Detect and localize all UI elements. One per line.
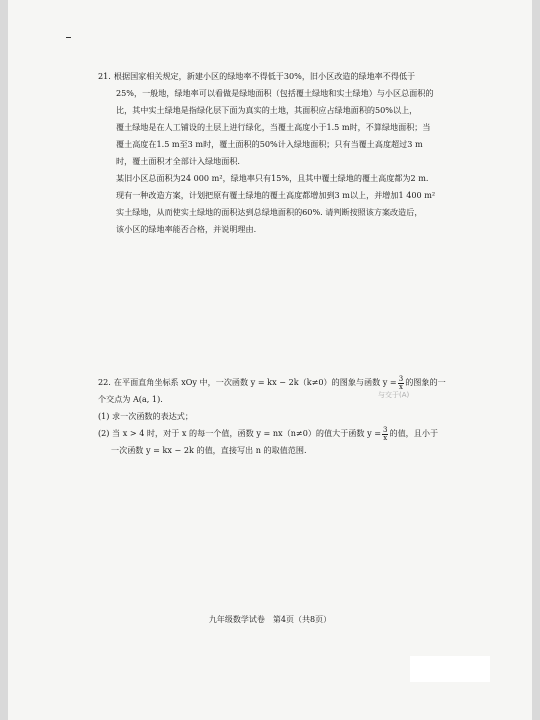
handwritten-note: 与交于(A) [378,391,410,399]
q21-line-4: 覆土绿地是在人工铺设的土层上进行绿化，当覆土高度小于1.5 m时，不算绿地面积；当 [116,122,431,132]
question-22 [98,374,458,459]
q22-part-2: (2) 当 x > 4 时，对于 x 的每一个值，函数 y = nx（n≠0）的值大于函数 y = $\frac{3}{x}$ 的值，且小于 [98,425,439,442]
q21-line-6: 时，覆土面积才全部计入绿地面积. [116,156,240,166]
scan-mark [66,37,71,38]
question-21 [98,68,458,238]
fraction-3-over-x: $\frac{3}{x}$ [398,374,404,391]
q22-line-2: 个交点为 A(a, 1). [98,394,163,404]
q21-line-10: 该小区的绿地率能否合格，并说明理由. [116,224,257,234]
q21-line-9: 实土绿地，从而使实土绿地的面积达到总绿地面积的60%. 请判断按照该方案改造后， [116,207,423,217]
q21-line-7: 某旧小区总面积为24 000 m²，绿地率只有15%，且其中覆土绿地的覆土高度都为2 m. [116,173,429,183]
q22-part-2-cont: 一次函数 y = kx − 2k 的值，直接写出 n 的取值范围. [111,445,307,455]
q21-line-2: 25%，一般地，绿地率可以看做是绿地面积（包括覆土绿地和实土绿地）与小区总面积的 [116,88,434,98]
q21-line-3: 比，其中实土绿地是指绿化层下面为真实的土地，其面积应占绿地面积的50%以上， [116,105,418,115]
q21-line-5: 覆土高度在1.5 m至3 m时，覆土面积的50%计入绿地面积；只有当覆土高度超过3 m [116,139,423,149]
q22-number: 22. [98,377,111,387]
q21-line-1: 21. 根据国家相关规定，新建小区的绿地率不得低于30%，旧小区改造的绿地率不得低于 [98,71,416,81]
fraction-3-over-x-2: $\frac{3}{x}$ [383,425,388,442]
blank-corner-patch [410,656,490,682]
q22-line-1: 22. 在平面直角坐标系 xOy 中，一次函数 y = kx − 2k（k≠0）的图象与函数 y = $\frac{3}{x}$ 的图象的一 [98,374,446,391]
q21-line-8: 现有一种改造方案，计划把原有覆土绿地的覆土高度都增加到3 m以上，并增加1 400 m² [116,190,436,200]
q21-number: 21. [98,71,111,81]
q22-part-1: (1) 求一次函数的表达式； [98,411,193,421]
page-footer: 九年级数学试卷 第4页（共8页） [208,615,332,624]
